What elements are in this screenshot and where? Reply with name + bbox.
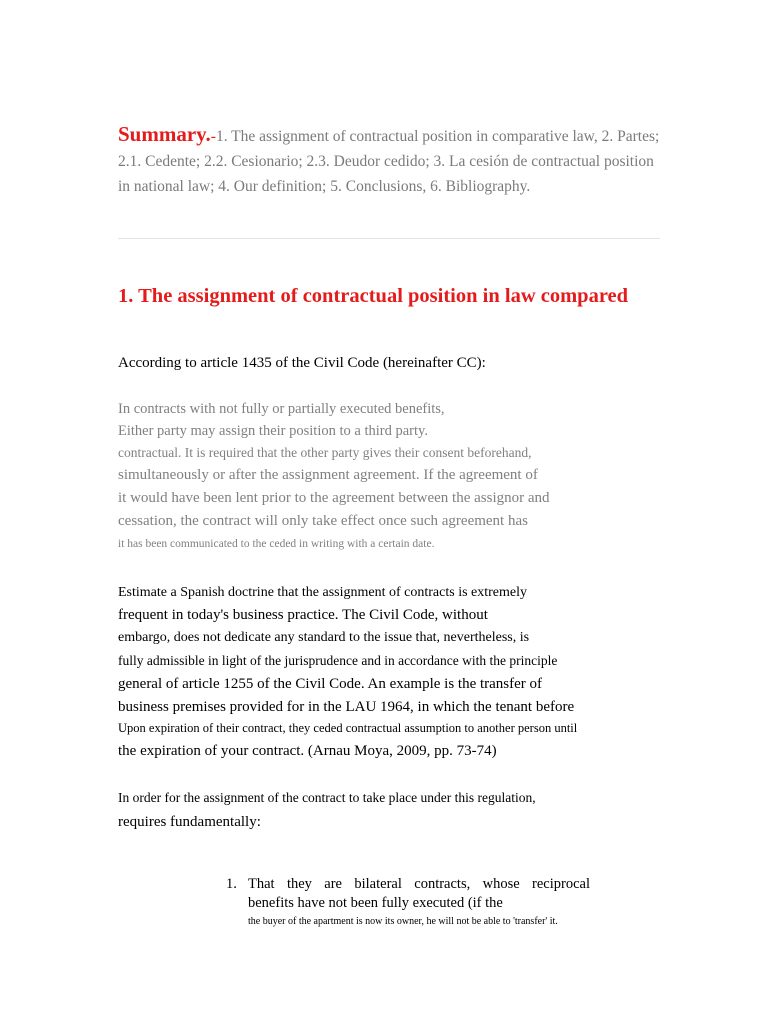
quote-line: cessation, the contract will only take effect once such agreement has [118, 513, 528, 529]
requirement-line: In order for the assignment of the contract to take place under this regulation, [118, 790, 536, 805]
paragraph-line: general of article 1255 of the Civil Code. An example is the transfer of [118, 676, 543, 692]
paragraph-line: frequent in today's business practice. The Civil Code, without [118, 607, 488, 623]
quote-line: contractual. It is required that the other party gives their consent beforehand, [118, 445, 532, 460]
summary [118, 122, 660, 199]
quote-line: In contracts with not fully or partially executed benefits, [118, 401, 445, 417]
paragraph-line: embargo, does not dedicate any standard to the issue that, nevertheless, is [118, 630, 530, 645]
list-item-text [248, 874, 590, 931]
requirement-line: requires fundamentally: [118, 814, 261, 830]
quote-block [118, 398, 660, 555]
summary-dash: - [210, 128, 216, 145]
list-item-line: That they are bilateral contracts, whose reciprocal [248, 876, 590, 892]
requirement-text [118, 787, 660, 835]
list-item-line: benefits have not been fully executed (if the [248, 895, 503, 911]
intro-text: According to article 1435 of the Civil Code (hereinafter CC): [118, 355, 486, 371]
body-paragraph [118, 581, 660, 764]
quote-line: it has been communicated to the ceded in writing with a certain date. [118, 538, 435, 550]
divider [118, 238, 660, 239]
paragraph-line: the expiration of your contract. (Arnau Moya, 2009, pp. 73-74) [118, 743, 497, 759]
list-item-number: 1. [226, 876, 237, 892]
quote-line: simultaneously or after the assignment agreement. If the agreement of [118, 467, 538, 483]
paragraph-line: business premises provided for in the LAU 1964, in which the tenant before [118, 699, 575, 715]
list-item-line: the buyer of the apartment is now its owner, he will not be able to 'transfer' it. [248, 916, 558, 927]
paragraph-line: fully admissible in light of the jurisprudence and in accordance with the principle [118, 653, 558, 668]
summary-text: 1. The assignment of contractual position in comparative law, 2. Partes; 2.1. Cedente; 2.2. Cesionario; 2.3. Deudor cedido; 3. La cesión de contractual position in national law; 4. Our definition; 5. Conclusions, 6. Bibliography. [118, 128, 660, 195]
quote-line: it would have been lent prior to the agreement between the assignor and [118, 490, 550, 506]
section-title: 1. The assignment of contractual position in law compared [118, 285, 629, 307]
paragraph-line: Estimate a Spanish doctrine that the assignment of contracts is extremely [118, 585, 528, 600]
quote-line: Either party may assign their position to a third party. [118, 423, 428, 439]
summary-label: Summary. [118, 122, 211, 146]
paragraph-line: Upon expiration of their contract, they ceded contractual assumption to another person until [118, 721, 578, 735]
